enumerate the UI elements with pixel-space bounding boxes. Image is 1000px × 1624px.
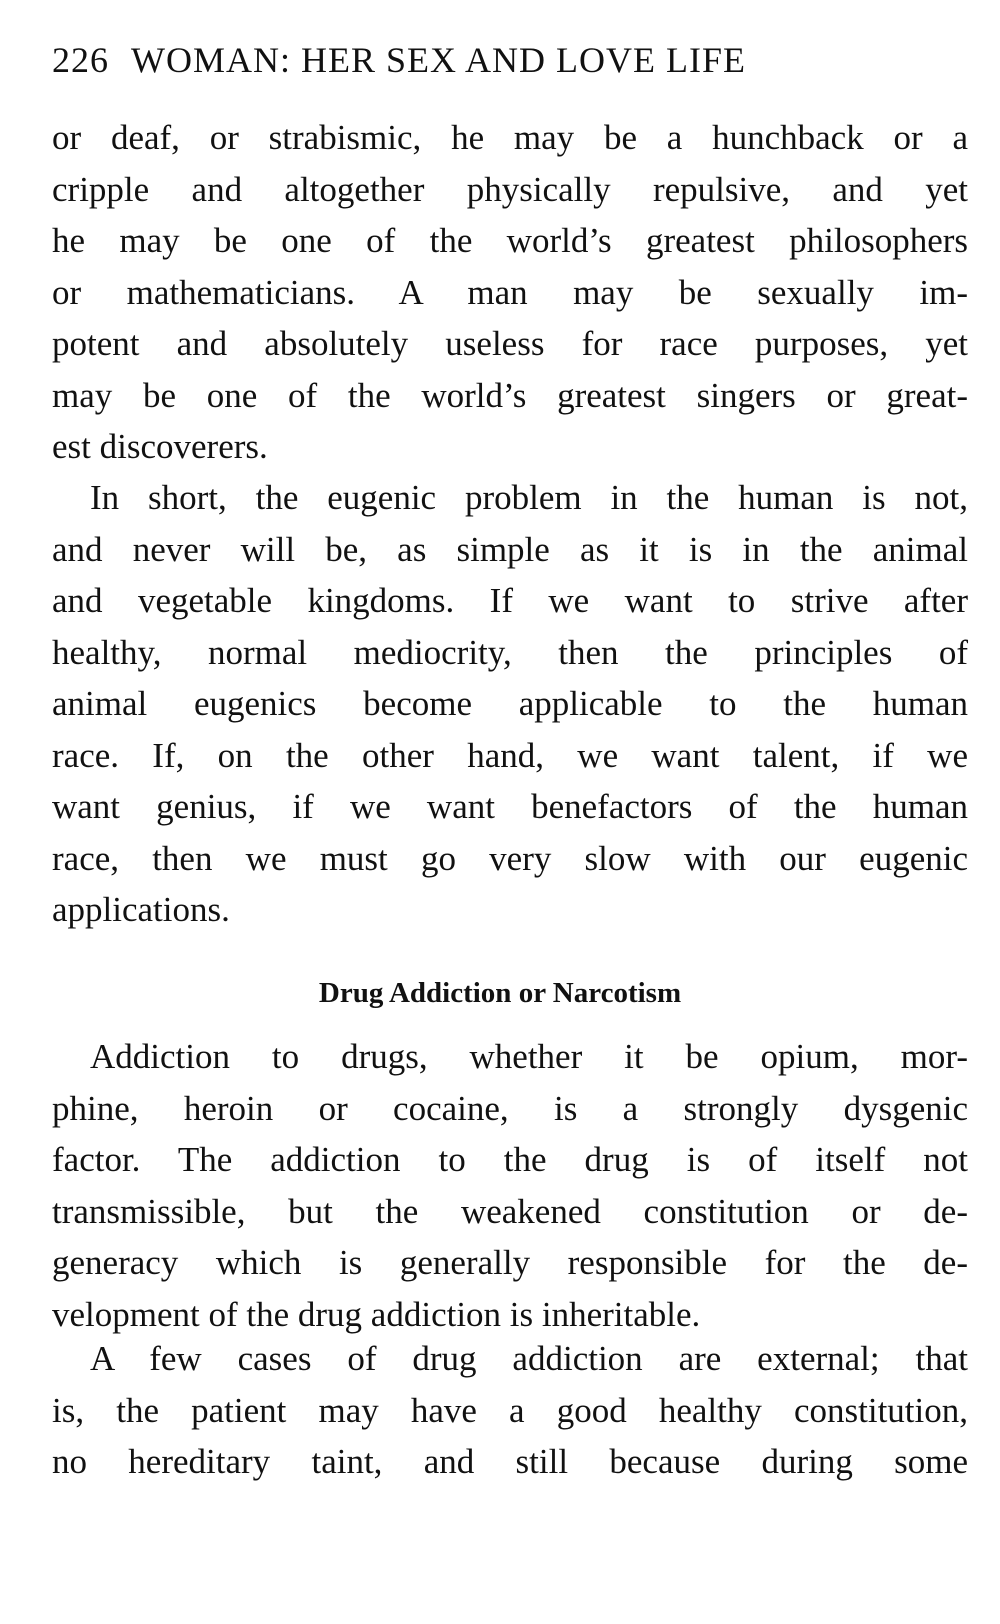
running-title: WOMAN: HER SEX AND LOVE LIFE <box>131 40 746 80</box>
running-header <box>52 36 952 84</box>
section-heading: Drug Addiction or Narcotism <box>318 977 682 1009</box>
text-line: Addiction to drugs, whether it be opium, mor- <box>90 1037 968 1076</box>
text-line: cripple and altogether physically repulsive, and yet <box>52 169 968 209</box>
text-line: factor. The addiction to the drug is of itself not <box>52 1140 968 1179</box>
text-line: applications. <box>52 890 230 929</box>
text-line: phine, heroin or cocaine, is a strongly dysgenic <box>52 1088 968 1128</box>
paragraph-external-cases <box>52 1333 968 1488</box>
text-line: and never will be, as simple as it is in the animal <box>52 529 968 569</box>
text-line: and vegetable kingdoms. If we want to strive after <box>52 581 968 620</box>
text-line: velopment of the drug addiction is inheritable. <box>52 1294 701 1334</box>
text-line: transmissible, but the weakened constitution or de- <box>52 1191 968 1231</box>
page-number: 226 <box>52 40 109 80</box>
text-line: race. If, on the other hand, we want talent, if we <box>52 735 968 775</box>
text-line: may be one of the world’s greatest singers or great- <box>52 375 968 415</box>
text-line: race, then we must go very slow with our eugenic <box>52 838 968 878</box>
text-line: potent and absolutely useless for race purposes, yet <box>52 324 968 363</box>
text-line: A few cases of drug addiction are external; that <box>90 1339 968 1378</box>
text-line: animal eugenics become applicable to the human <box>52 684 968 723</box>
text-line: no hereditary taint, and still because during some <box>52 1442 968 1481</box>
text-line: est discoverers. <box>52 427 268 466</box>
text-line: he may be one of the world’s greatest philosophers <box>52 221 968 260</box>
text-line: or mathematicians. A man may be sexually im- <box>52 272 968 312</box>
paragraph-eugenic-problem <box>52 472 968 936</box>
text-line: want genius, if we want benefactors of the human <box>52 787 968 826</box>
paragraph-continuation <box>52 112 968 473</box>
text-line: In short, the eugenic problem in the human is not, <box>90 478 968 517</box>
text-line: healthy, normal mediocrity, then the principles of <box>52 632 968 672</box>
text-line: is, the patient may have a good healthy constitution, <box>52 1390 968 1430</box>
paragraph-drug-addiction <box>52 1031 968 1340</box>
text-line: generacy which is generally responsible for the de- <box>52 1243 968 1282</box>
text-line: or deaf, or strabismic, he may be a hunchback or a <box>52 118 968 157</box>
